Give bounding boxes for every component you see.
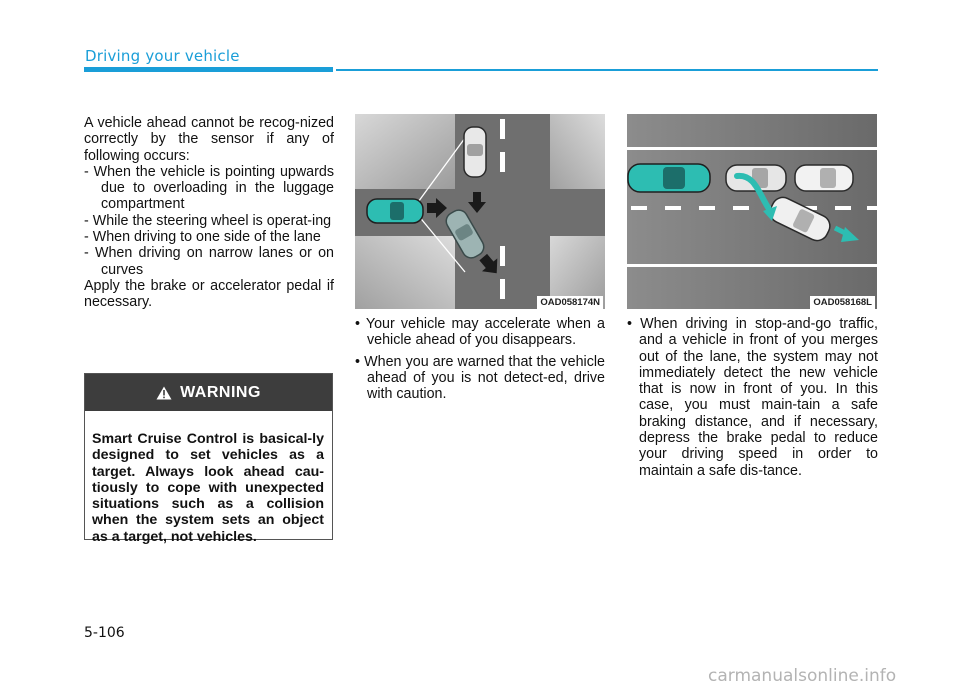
- section-title: Driving your vehicle: [85, 47, 240, 65]
- intro-text: A vehicle ahead cannot be recog-nized correctly by the sensor if any of following occurs:: [84, 115, 334, 164]
- right-bullet-list: [627, 316, 878, 484]
- header-rule-thick: [84, 67, 333, 72]
- condition-item: - When driving on narrow lanes or on curves: [84, 245, 334, 278]
- condition-item: - While the steering wheel is operat-ing: [84, 212, 332, 229]
- bullet-item: • Your vehicle may accelerate when a vehicle ahead of you disappears.: [355, 316, 605, 349]
- header-rule-thin: [336, 69, 878, 71]
- page-number: 5-106: [84, 625, 125, 641]
- warning-label: WARNING: [180, 383, 261, 401]
- left-column: [84, 115, 334, 311]
- middle-bullet-list: [355, 316, 605, 407]
- figure-intersection: [355, 114, 605, 309]
- warning-triangle-icon: [156, 386, 172, 400]
- bullet-item: • When you are warned that the vehicle ahead of you is not detect-ed, drive with caution.: [355, 353, 605, 403]
- watermark: carmanualsonline.info: [708, 666, 897, 686]
- condition-item: - When the vehicle is pointing upwards due to overloading in the luggage compartment: [84, 163, 334, 213]
- warning-header: [85, 374, 332, 411]
- condition-item: - When driving to one side of the lane: [84, 229, 321, 246]
- apply-text: Apply the brake or accelerator pedal if necessary.: [84, 277, 334, 311]
- warning-box: [84, 373, 333, 545]
- warning-text: Smart Cruise Control is basical-ly designed to set vehicles as a target. Always look ahead cau-tiously to cope with unexpected situations such as a collision when the system sets an object as a target, not vehicles.: [92, 431, 324, 545]
- lane-merge-illustration: [627, 114, 877, 309]
- figure-code: OAD058174N: [537, 296, 603, 309]
- bullet-item: • When driving in stop-and-go traffic, and a vehicle in front of you merges out of the lane, the system may not immediately detect the new vehicle that is now in front of you. In this case, you must main-tain a safe braking distance, and if necessary, depress the brake pedal to reduce your driving speed in order to maintain a safe dis-tance.: [627, 316, 878, 479]
- figure-code: OAD058168L: [810, 296, 875, 309]
- intersection-illustration: [355, 114, 605, 309]
- figure-lane-merge: [627, 114, 877, 309]
